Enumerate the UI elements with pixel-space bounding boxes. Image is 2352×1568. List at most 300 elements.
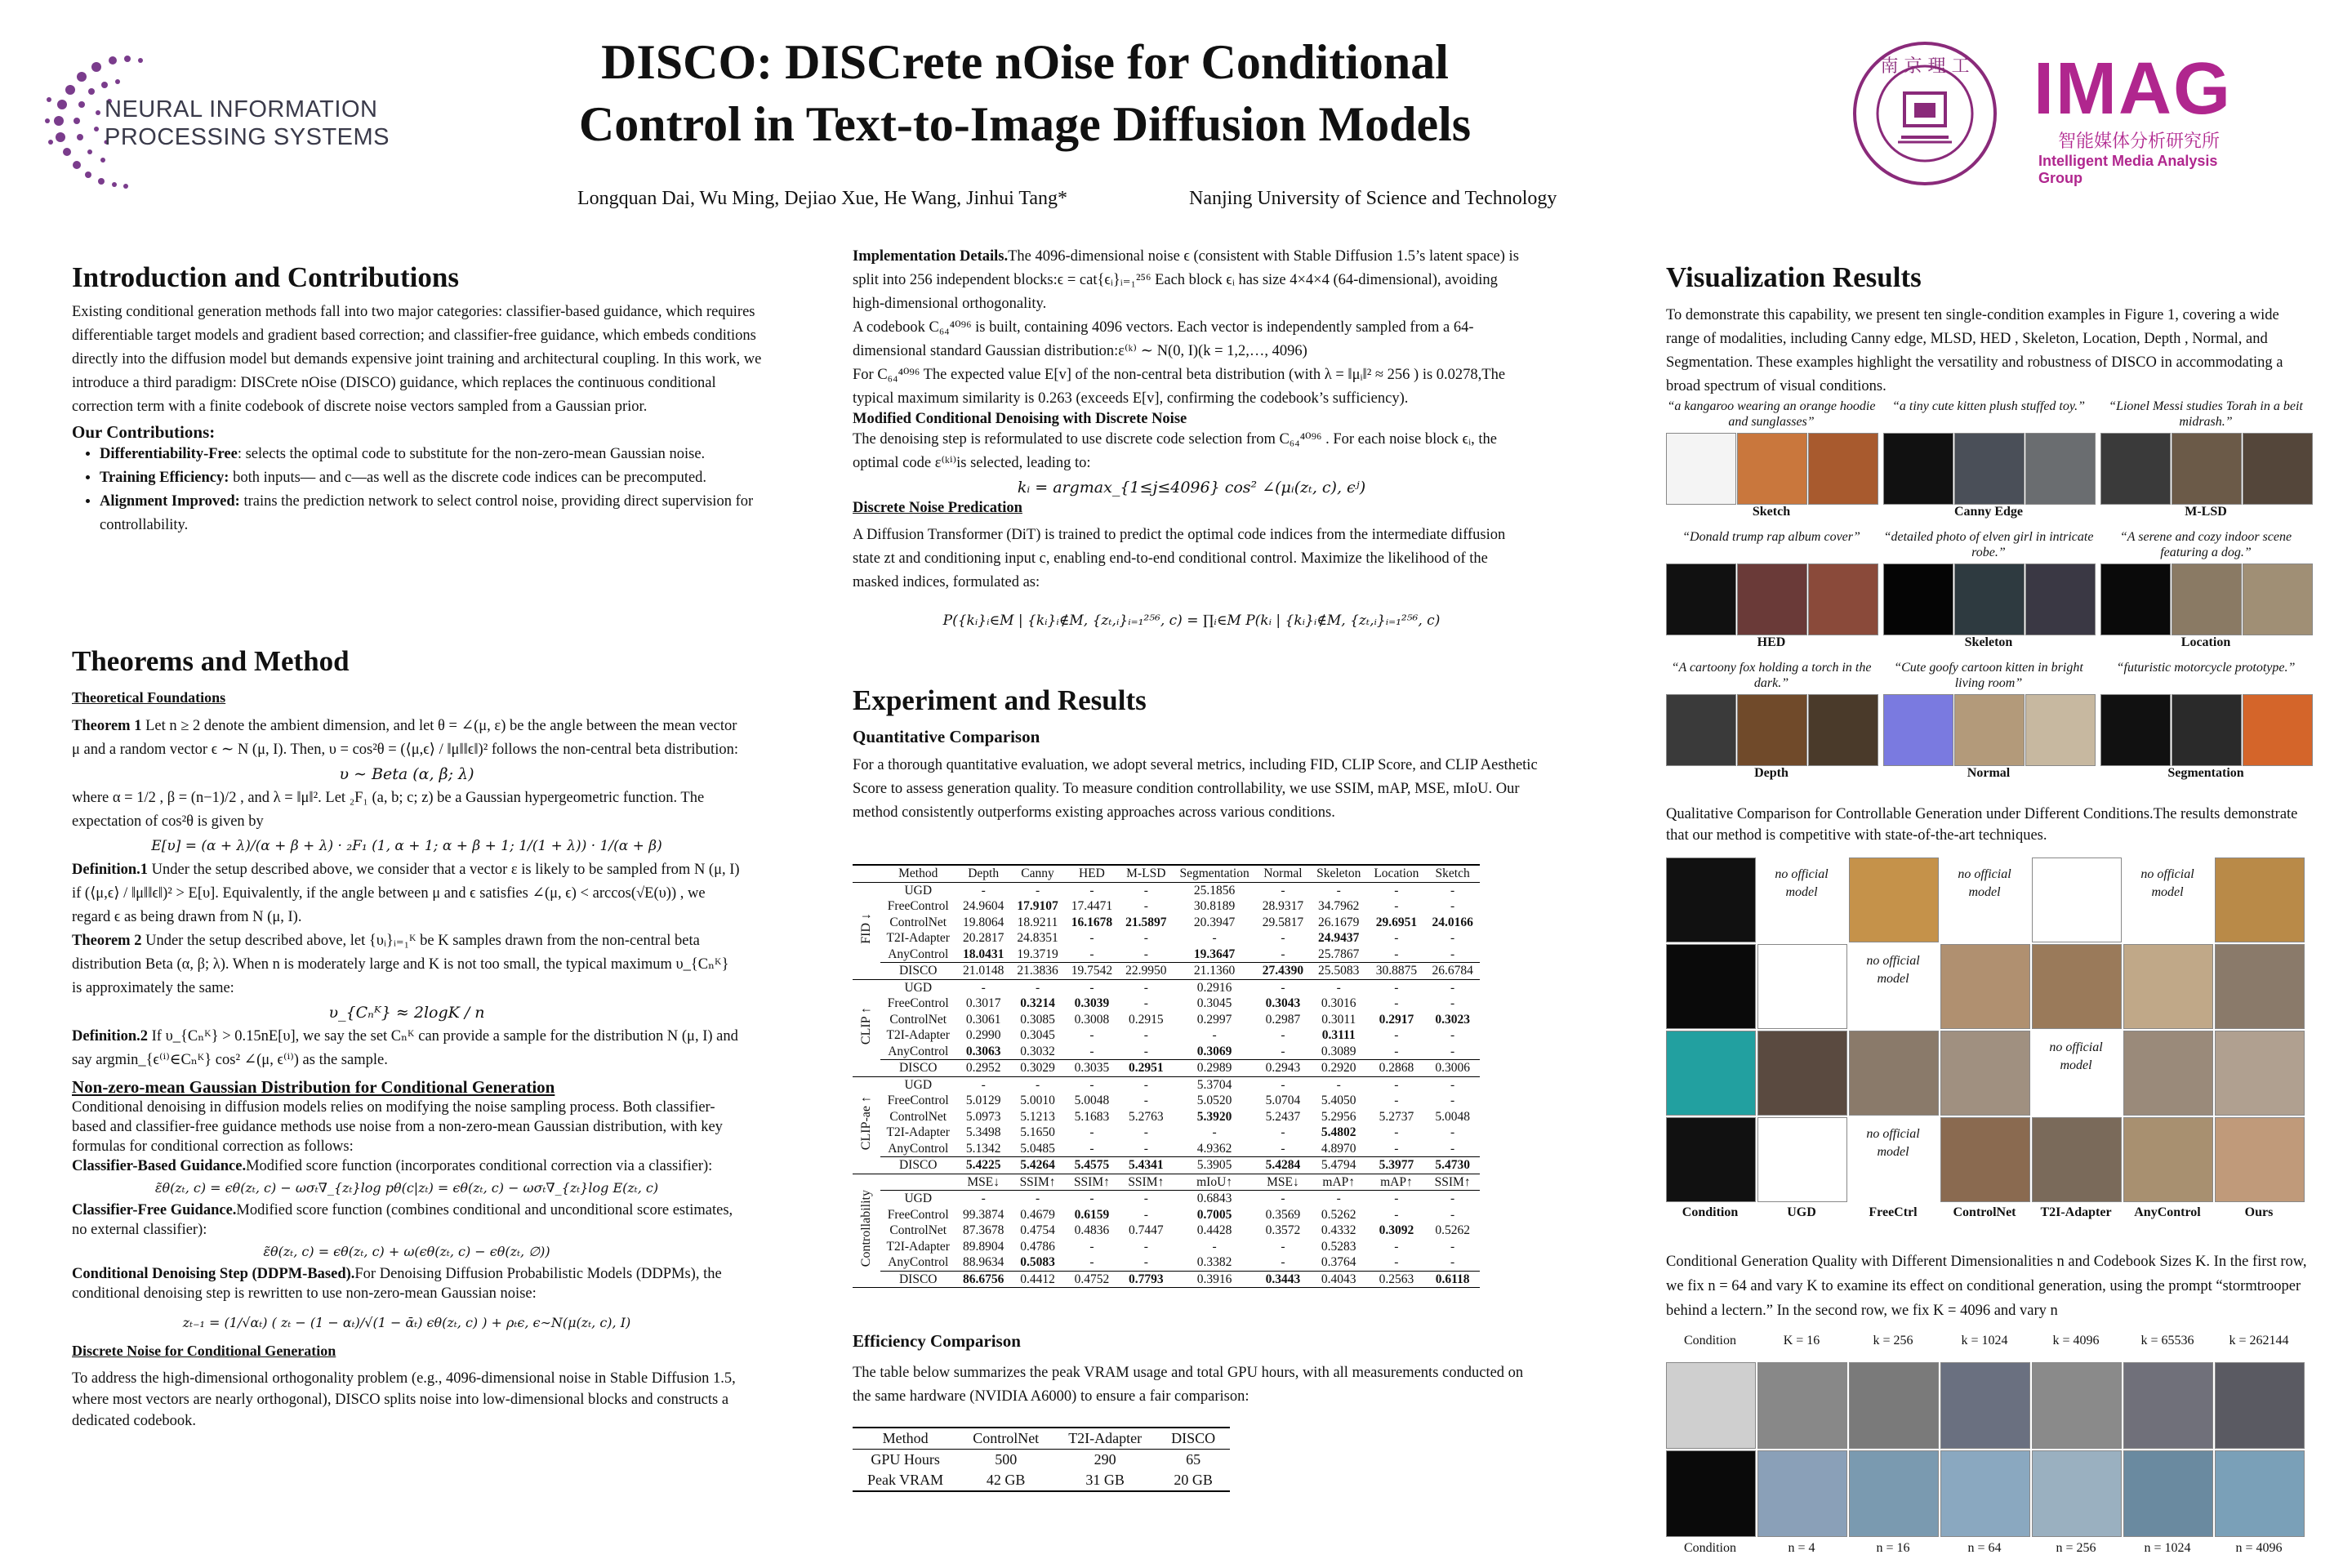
def-2-text: If υ_{Cₙᴷ} > 0.15nE[υ], we say the set Cₙᴷ can provide a sample for the distribution N (μ, I) and say argmin_{ϵ⁽ⁱ⁾∈Cₙᴷ} cos² ∠(μ, ϵ⁽ⁱ⁾) as the sample. [72, 1028, 738, 1068]
example-prompt: “a tiny cute kitten plush stuffed toy.” [1892, 399, 2085, 413]
theorem-1 [72, 715, 742, 762]
value-cell: 5.4794 [1310, 1157, 1367, 1174]
n-label: n = 16 [1876, 1541, 1910, 1555]
value-cell: 0.7447 [1128, 1223, 1164, 1237]
value-cell: - [1143, 1044, 1148, 1058]
n-variation-image [2032, 1450, 2122, 1537]
value-cell: 5.1650 [1020, 1125, 1055, 1139]
value-cell: 0.5262 [1435, 1223, 1470, 1237]
metric-cell: mIoU↑ [1173, 1174, 1255, 1191]
qualitative-image [1940, 1117, 2030, 1202]
table-row [853, 898, 1480, 915]
value-cell: - [1450, 1255, 1455, 1269]
k-variation-image [2032, 1362, 2122, 1449]
value-cell: - [1089, 1239, 1094, 1254]
value-cell: 0.3039 [1074, 996, 1110, 1010]
results-table-wrap [853, 864, 1480, 1288]
value-cell: - [1394, 1207, 1399, 1222]
value-cell: 21.3836 [1010, 963, 1064, 980]
n-variation-image [1757, 1450, 1847, 1537]
discrete-noise-title: Discrete Noise for Conditional Generation [72, 1343, 336, 1359]
value-cell: 0.6843 [1196, 1192, 1232, 1205]
qualitative-image [1666, 944, 1756, 1029]
no-official-model-note: no official model [1866, 954, 1920, 986]
table-header-cell: M-LSD [1119, 865, 1173, 882]
value-cell: 5.2956 [1321, 1109, 1356, 1124]
value-cell: - [1143, 899, 1148, 913]
value-cell: - [981, 883, 986, 898]
value-cell: 0.5262 [1321, 1207, 1356, 1222]
definition-1 [72, 858, 742, 929]
qualitative-image [2032, 858, 2122, 942]
value-cell: 5.3920 [1196, 1109, 1232, 1124]
example-image [1954, 433, 2025, 505]
value-cell: 0.7793 [1119, 1271, 1173, 1288]
qualitative-column-label: T2I-Adapter [2040, 1205, 2112, 1219]
example-prompt: “a kangaroo wearing an orange hoodie and sunglasses” [1667, 399, 1876, 429]
value-cell: 0.2916 [1196, 980, 1232, 995]
value-cell: - [1394, 1141, 1399, 1156]
value-cell: 5.2763 [1128, 1109, 1164, 1124]
cfg-label: Classifier-Free Guidance. [72, 1202, 237, 1218]
value-cell: 20.3947 [1193, 915, 1236, 929]
method-cell: UGD [904, 980, 933, 995]
svg-text:南 京 理 工: 南 京 理 工 [1880, 56, 1970, 77]
value-cell: 0.2943 [1256, 1060, 1310, 1077]
n-label: n = 1024 [2144, 1541, 2191, 1555]
contrib-bold: Training Efficiency: [100, 470, 229, 486]
theorem-1-text: Let n ≥ 2 denote the ambient dimension, and let θ = ∠(μ, ε) be the angle between the mean vector μ and a random vector ϵ ∼ N (μ, I). Then, υ = cos²θ = (⟨μ,ϵ⟩ / ‖μ‖‖ϵ‖)² follows the non-central beta distribution: [72, 718, 738, 758]
example-condition-label: Sketch [1752, 505, 1791, 519]
theory-section [72, 645, 742, 1432]
value-cell: - [1450, 1125, 1455, 1139]
value-cell: - [1394, 1255, 1399, 1269]
qualitative-image [2123, 1031, 2213, 1116]
contrib-text: trains the prediction network to select control noise, providing direct supervision for controllability. [100, 493, 754, 533]
method-cell: ControlNet [889, 1109, 947, 1124]
k-label: k = 262144 [2229, 1334, 2289, 1348]
value-cell: 0.2997 [1196, 1012, 1232, 1027]
method-cell: ControlNet [889, 1223, 947, 1237]
value-cell: - [1143, 1255, 1148, 1269]
dnp-body: A Diffusion Transformer (DiT) is trained to predict the optimal code indices from the intermediate diffusion state zt and conditioning input c, enabling end-to-end conditional control. Maximize the likelihood of the masked indices, formulated as: [853, 527, 1506, 590]
disco-row [853, 963, 1480, 980]
qualitative-column-label: AnyControl [2134, 1205, 2201, 1219]
value-cell: - [1394, 1028, 1399, 1042]
value-cell: - [1394, 1077, 1399, 1092]
value-cell: - [1035, 1192, 1040, 1205]
eff-cell: 42 GB [958, 1470, 1054, 1491]
impl-p2: A codebook C₆₄⁴⁰⁹⁶ is built, containing 4096 vectors. Each vector is independently sampled from a 64-dimensional standard Gaussian distribution:ε⁽ᵏ⁾ ∼ N(0, I)(k = 1,2,…, 4096) [853, 319, 1474, 359]
eff-cell: GPU Hours [871, 1451, 940, 1468]
value-cell: 0.2989 [1173, 1060, 1255, 1077]
cbg-body: Modified score function (incorporates conditional correction via a classifier): [246, 1158, 713, 1174]
impl-p3: For C₆₄⁴⁰⁹⁶ The expected value E[v] of the non-central beta distribution (with λ = ‖μᵢ‖² ≈ 256 ) is 0.0278,The typical maximum similarity is 0.263 (exceeds E[v], confirming the codebook’s sufficiency). [853, 367, 1506, 407]
implementation-section [853, 245, 1530, 647]
value-cell: 0.2868 [1367, 1060, 1425, 1077]
value-cell: - [1394, 1094, 1399, 1107]
value-cell: - [981, 980, 986, 995]
k-label: k = 65536 [2140, 1334, 2194, 1348]
value-cell: 19.3647 [1193, 947, 1236, 961]
contrib-item [100, 490, 762, 537]
value-cell: - [1394, 980, 1399, 995]
qualitative-image [2215, 1031, 2305, 1116]
dimension-grid [1666, 1326, 2311, 1563]
method-cell: T2I-Adapter [886, 1239, 950, 1254]
value-cell: 0.3443 [1256, 1271, 1310, 1288]
value-cell: - [1394, 1044, 1399, 1058]
value-cell: 89.8904 [962, 1239, 1004, 1254]
value-cell: - [1394, 947, 1399, 961]
metric-cell: mAP↑ [1367, 1174, 1425, 1191]
theory-title: Theorems and Method [72, 645, 350, 677]
value-cell: 25.1856 [1193, 883, 1236, 898]
value-cell: - [1143, 947, 1148, 961]
intro-body: Existing conditional generation methods fall into two major categories: classifier-based guidance, which requires differentiable target models and gradient based correction; and classifier-free guidance, which embeds conditions directly into the diffusion model but demands expensive joint training and architectural coupling. In this work, we introduce a third paradigm: DISCrete nOise (DISCO) guidance, which replaces the continuous conditional correction term with a finite codebook of discrete noise vectors sampled from a Gaussian prior. [72, 304, 762, 415]
value-cell: 0.4412 [1010, 1271, 1064, 1288]
k-label: k = 4096 [2052, 1334, 2100, 1348]
example-image [2172, 433, 2242, 505]
example-condition-label: Location [2180, 635, 2231, 649]
example-image [2243, 694, 2313, 766]
table-header-cell: Segmentation [1173, 865, 1255, 882]
metric-cell: mAP↑ [1310, 1174, 1367, 1191]
method-cell: FreeControl [887, 899, 949, 913]
efficiency-table [853, 1427, 1230, 1492]
value-cell: 18.9211 [1017, 915, 1058, 929]
eq-beta: υ ∼ Beta (α, β; λ) [339, 765, 474, 783]
qualitative-image [2123, 1117, 2213, 1202]
value-cell: 5.0973 [965, 1109, 1001, 1124]
table-header-cell: Method [880, 865, 956, 882]
foundations-title: Theoretical Foundations [72, 689, 226, 706]
k-variation-image [2123, 1362, 2213, 1449]
value-cell: - [1212, 1239, 1217, 1254]
value-cell: 5.0010 [1020, 1094, 1055, 1107]
k-label: k = 1024 [1961, 1334, 2008, 1348]
qualitative-column-label: UGD [1787, 1205, 1816, 1219]
n-label: n = 4096 [2235, 1541, 2283, 1555]
qualitative-column-label: ControlNet [1953, 1205, 2016, 1219]
eq-argmax: kᵢ = argmax_{1≤j≤4096} cos² ∠(μᵢ(zₜ, c), ϵʲ) [1017, 479, 1366, 497]
qualitative-column-label: FreeCtrl [1869, 1205, 1918, 1219]
example-prompt: “Cute goofy cartoon kitten in bright living room” [1894, 661, 2083, 690]
method-cell: AnyControl [888, 1141, 949, 1156]
def-1-text: Under the setup described above, we consider that a vector ε is likely to be sampled from N (μ, I) if (⟨μ,ϵ⟩ / ‖μ‖‖ϵ‖)² > E[υ]. Equivalently, if the angle between μ and ϵ satisfies ∠(μ, ϵ) < arccos(√E(υ)) , we regard ϵ as being drawn from N (μ, I). [72, 862, 740, 925]
example-image [2172, 694, 2242, 766]
example-image [2100, 433, 2171, 505]
value-cell: 0.5083 [1020, 1255, 1055, 1269]
value-cell: 5.0048 [1435, 1109, 1470, 1124]
example-image [1883, 694, 1953, 766]
method-cell: T2I-Adapter [886, 1028, 950, 1042]
no-official-model-note: no official model [1775, 867, 1829, 899]
example-prompt: “Donald trump rap album cover” [1682, 530, 1860, 544]
value-cell: - [1394, 899, 1399, 913]
n-variation-image [1666, 1450, 1756, 1537]
qualitative-image [2032, 944, 2122, 1029]
example-image [1737, 564, 1807, 635]
table-row [853, 1191, 1480, 1207]
value-cell: 0.3023 [1435, 1012, 1470, 1027]
value-cell: - [1281, 947, 1285, 961]
example-image [1666, 694, 1736, 766]
n-variation-image [2123, 1450, 2213, 1537]
value-cell: - [1035, 883, 1040, 898]
value-cell: - [1143, 1094, 1148, 1107]
method-cell: FreeControl [887, 1094, 949, 1107]
table-header-cell: Location [1367, 865, 1425, 882]
value-cell: 5.2737 [1379, 1109, 1414, 1124]
value-cell: 0.3111 [1321, 1028, 1356, 1042]
group-label-cell [853, 1076, 880, 1174]
eq-cfg: ε̃θ(zₜ, c) = ϵθ(zₜ, c) + ω(ϵθ(zₜ, c) − ϵθ(zₜ, ∅)) [263, 1244, 550, 1259]
value-cell: - [1336, 1192, 1341, 1205]
qualitative-image [1666, 858, 1756, 942]
example-image [2243, 564, 2313, 635]
example-prompt: “A cartoony fox holding a torch in the dark.” [1671, 661, 1872, 690]
table-row [853, 882, 1480, 898]
value-cell: 5.4050 [1321, 1094, 1356, 1107]
example-image [1737, 694, 1807, 766]
value-cell: - [1394, 996, 1399, 1010]
eff-header-cell: Method [853, 1428, 958, 1450]
efficiency-section [853, 1331, 1539, 1492]
group-label: Controllability [859, 1190, 873, 1267]
value-cell: 0.2987 [1265, 1012, 1301, 1027]
efficiency-title: Efficiency Comparison [853, 1331, 1021, 1351]
value-cell: - [1143, 883, 1148, 898]
contrib-text: both inputs— and c—as well as the discrete code indices can be precomputed. [229, 470, 707, 486]
eff-header-cell: ControlNet [958, 1428, 1054, 1450]
value-cell: 0.3045 [1196, 996, 1232, 1010]
value-cell: 5.0520 [1196, 1094, 1232, 1107]
value-cell: 5.1683 [1074, 1109, 1110, 1124]
eff-header-cell: T2I-Adapter [1054, 1428, 1156, 1450]
value-cell: 5.3905 [1173, 1157, 1255, 1174]
metric-cell: SSIM↑ [1119, 1174, 1173, 1191]
method-cell: UGD [904, 883, 933, 898]
method-cell: AnyControl [888, 1044, 949, 1058]
qual-comparison-grid [1666, 858, 2311, 1233]
n-variation-image [2215, 1450, 2305, 1537]
table-row [853, 1239, 1480, 1255]
value-cell: 0.7005 [1196, 1207, 1232, 1222]
value-cell: - [1450, 947, 1455, 961]
example-image [2025, 564, 2096, 635]
imag-english-name: Intelligent Media Analysis Group [2038, 153, 2218, 186]
value-cell: - [1450, 1239, 1455, 1254]
value-cell: - [1281, 883, 1285, 898]
value-cell: - [1035, 1077, 1040, 1092]
example-image [1808, 433, 1878, 505]
value-cell: - [1394, 1192, 1399, 1205]
value-cell: 25.7867 [1318, 947, 1360, 961]
value-cell: - [1281, 931, 1285, 945]
value-cell: 0.3016 [1321, 996, 1356, 1010]
group-label-cell [853, 1174, 880, 1288]
method-cell: DISCO [880, 1157, 956, 1174]
qualitative-image [1757, 944, 1847, 1029]
example-image [1808, 564, 1878, 635]
table-header-cell: HED [1065, 865, 1119, 882]
qual-caption: Qualitative Comparison for Controllable Generation under Different Conditions.The results demonstrate that our method is competitive with state-of-the-art techniques. [1666, 806, 2298, 844]
value-cell: - [1143, 996, 1148, 1010]
value-cell: 5.3498 [965, 1125, 1001, 1139]
qualitative-image [1666, 1031, 1756, 1116]
disco-row [853, 1157, 1480, 1174]
value-cell: 22.9950 [1119, 963, 1173, 980]
value-cell: - [1089, 1255, 1094, 1269]
cfg-text [72, 1200, 742, 1240]
value-cell: - [1394, 931, 1399, 945]
discrete-noise-body: To address the high-dimensional orthogonality problem (e.g., 4096-dimensional noise in Stable Diffusion 1.5, where most vectors are nearly orthogonal), DISCO splits noise into low-dimensional blocks and constructs a dedicated codebook. [72, 1370, 736, 1429]
table-row [853, 1141, 1480, 1157]
theorem-1-label: Theorem 1 [72, 718, 142, 734]
viz-section [1666, 261, 2311, 399]
value-cell: - [981, 1077, 986, 1092]
intro-section [72, 261, 762, 537]
value-cell: - [1212, 1028, 1217, 1042]
eff-cell: 500 [995, 1451, 1018, 1468]
value-cell: 5.0129 [965, 1094, 1001, 1107]
method-cell: T2I-Adapter [886, 1125, 950, 1139]
neurips-text-line1: NEURAL INFORMATION [105, 96, 378, 122]
value-cell: 0.6159 [1074, 1207, 1110, 1222]
value-cell: 5.0704 [1265, 1094, 1301, 1107]
value-cell: 5.4730 [1425, 1157, 1479, 1174]
value-cell: - [1450, 1192, 1455, 1205]
table-row [853, 947, 1480, 963]
value-cell: 0.3916 [1173, 1271, 1255, 1288]
modified-body: The denoising step is reformulated to use discrete code selection from C₆₄⁴⁰⁹⁶ . For each noise block ϵᵢ, the optimal code ε⁽ᵏⁱ⁾is selected, leading to: [853, 431, 1497, 471]
metric-cell: MSE↓ [1256, 1174, 1310, 1191]
example-prompt: “futuristic motorcycle prototype.” [2116, 661, 2296, 675]
eff-cell: 20 GB [1156, 1470, 1230, 1491]
table-row [853, 1012, 1480, 1028]
eff-cell: 31 GB [1054, 1470, 1156, 1491]
value-cell: - [1143, 1028, 1148, 1042]
qualitative-image [2215, 944, 2305, 1029]
definition-2 [72, 1025, 742, 1072]
cbg-label: Classifier-Based Guidance. [72, 1158, 247, 1174]
group-label: CLIP-ae ↑ [859, 1096, 873, 1151]
table-row [853, 1076, 1480, 1093]
value-cell: 5.4264 [1010, 1157, 1064, 1174]
impl-p1-text: The 4096-dimensional noise ϵ (consistent with Stable Diffusion 1.5’s latent space) is split into 256 independent blocks:ϵ = cat{ϵᵢ}ᵢ₌₁²⁵⁶ Each block ϵᵢ has size 4×4×4 (64-dimensional), avoiding high-dimensional orthogonality. [853, 248, 1519, 312]
example-condition-label: HED [1757, 635, 1786, 649]
value-cell: - [1143, 1077, 1148, 1092]
example-condition-label: Normal [1967, 766, 2011, 780]
value-cell: 0.3006 [1425, 1060, 1479, 1077]
value-cell: 20.2817 [962, 931, 1004, 945]
k-label: k = 256 [1873, 1334, 1913, 1348]
dim-caption: Conditional Generation Quality with Different Dimensionalities n and Codebook Sizes K. In the first row, we fix n = 64 and vary K to examine its effect on conditional generation, using the prompt “stormtrooper behind a lectern.” In the second row, we fix K = 4096 and vary n [1666, 1254, 2307, 1319]
where-text: where α = 1/2 , β = (n−1)/2 , and λ = ‖μ‖². Let ₂F₁ (a, b; c; z) be a Gaussian hypergeometric function. The expectation of cos²θ is given by [72, 790, 705, 830]
value-cell: 0.4043 [1310, 1271, 1367, 1288]
ddpm-body: For Denoising Diffusion Probabilistic Models (DDPMs), the conditional denoising step is rewritten to use non-zero-mean Gaussian noise: [72, 1266, 722, 1302]
value-cell: 17.9107 [1017, 899, 1058, 913]
metric-cell: MSE↓ [956, 1174, 1010, 1191]
k-variation-image [1757, 1362, 1847, 1449]
value-cell: 0.4754 [1020, 1223, 1055, 1237]
value-cell: - [1450, 980, 1455, 995]
value-cell: - [1336, 883, 1341, 898]
example-image [1954, 564, 2025, 635]
quant-body: For a thorough quantitative evaluation, we adopt several metrics, including FID, CLIP Score, and CLIP Aesthetic Score to assess generation quality. To measure condition controllability, we use SSIM, mAP, MSE, mIoU. Our method consistently outperforms existing approaches across various conditions. [853, 757, 1538, 821]
example-image [1883, 433, 1953, 505]
value-cell: - [1143, 1125, 1148, 1139]
example-image [1954, 694, 2025, 766]
cbg-text [72, 1156, 742, 1176]
value-cell: 18.0431 [962, 947, 1004, 961]
value-cell: - [1450, 1141, 1455, 1156]
method-cell: AnyControl [888, 1255, 949, 1269]
value-cell: 24.8351 [1017, 931, 1058, 945]
table-row [853, 1254, 1480, 1271]
value-cell: 0.3089 [1321, 1044, 1356, 1058]
value-cell: 0.3092 [1379, 1223, 1414, 1237]
value-cell: 4.9362 [1196, 1141, 1232, 1156]
no-official-model-note: no official model [2140, 867, 2194, 899]
value-cell: 86.6756 [956, 1271, 1010, 1288]
title-line-2: Control in Text-to-Image Diffusion Models [578, 97, 1472, 151]
table-corner-cell [853, 865, 880, 882]
imag-logo [2034, 48, 2262, 186]
value-cell: 0.2920 [1310, 1060, 1367, 1077]
value-cell: 0.3045 [1020, 1028, 1055, 1042]
value-cell: 0.2952 [956, 1060, 1010, 1077]
eff-cell: Peak VRAM [853, 1470, 958, 1491]
table-row [853, 1109, 1480, 1125]
example-prompt: “A serene and cozy indoor scene featuring a dog.” [2119, 530, 2292, 559]
value-cell: - [1212, 931, 1217, 945]
njust-logo [1852, 41, 1998, 186]
no-official-model-note: no official model [1958, 867, 2011, 899]
value-cell: - [1450, 1044, 1455, 1058]
value-cell: 0.2915 [1128, 1012, 1164, 1027]
value-cell: - [1212, 1125, 1217, 1139]
value-cell: 28.9317 [1262, 899, 1304, 913]
ddpm-label: Conditional Denoising Step (DDPM-Based). [72, 1266, 355, 1282]
contrib-bold: Alignment Improved: [100, 493, 240, 510]
no-official-model-note: no official model [2049, 1040, 2103, 1072]
ddpm-text [72, 1264, 742, 1303]
viz-example-grid [1666, 399, 2311, 791]
value-cell: - [1281, 1028, 1285, 1042]
value-cell: 87.3678 [962, 1223, 1004, 1237]
value-cell: 0.3764 [1321, 1255, 1356, 1269]
method-cell: DISCO [880, 963, 956, 980]
example-image [2243, 433, 2313, 505]
imag-chinese-name: 智能媒体分析研究所 [2058, 131, 2221, 152]
value-cell: 0.3017 [965, 996, 1001, 1010]
value-cell: - [981, 1192, 986, 1205]
def-1-label: Definition.1 [72, 862, 149, 878]
method-cell: FreeControl [887, 996, 949, 1010]
value-cell: - [1336, 980, 1341, 995]
value-cell: 26.6784 [1425, 963, 1479, 980]
value-cell: - [1450, 883, 1455, 898]
example-image [2025, 694, 2096, 766]
value-cell: 19.7542 [1065, 963, 1119, 980]
k-variation-image [2215, 1362, 2305, 1449]
qualitative-image [1849, 858, 1939, 942]
experiment-section [853, 684, 1539, 825]
method-cell: T2I-Adapter [886, 931, 950, 945]
value-cell: 27.4390 [1256, 963, 1310, 980]
